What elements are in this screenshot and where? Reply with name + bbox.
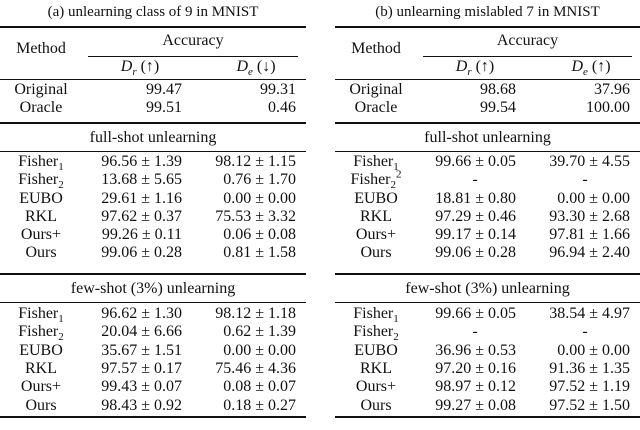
method-subscript: 2 bbox=[393, 331, 399, 344]
accuracy-header: Accuracy bbox=[162, 32, 224, 49]
horizontal-rule bbox=[0, 416, 306, 418]
section-title: full-shot unlearning bbox=[89, 129, 217, 146]
column-arrow: (↓) bbox=[256, 58, 276, 75]
column-arrow: (↑) bbox=[475, 58, 495, 75]
method-cell bbox=[335, 190, 417, 208]
table-row bbox=[0, 190, 306, 208]
method-name: Ours bbox=[360, 244, 392, 262]
de-value: 96.94 ± 2.40 bbox=[549, 244, 630, 262]
accuracy-rule bbox=[88, 56, 298, 57]
method-cell bbox=[335, 208, 417, 226]
accuracy-rule bbox=[423, 56, 632, 57]
table-row bbox=[335, 342, 640, 360]
dr-value: 35.67 ± 1.51 bbox=[101, 341, 182, 359]
method-name: Fisher bbox=[18, 304, 59, 322]
de-value: 0.08 ± 0.07 bbox=[223, 378, 296, 396]
dr-value: 99.06 ± 0.28 bbox=[435, 244, 516, 262]
dr-value: 99.43 ± 0.07 bbox=[101, 378, 182, 396]
method-name: EUBO bbox=[19, 189, 63, 207]
method-cell bbox=[0, 171, 82, 192]
method-name: Fisher bbox=[350, 171, 391, 189]
method-cell bbox=[0, 397, 82, 415]
method-subscript: 2 bbox=[58, 331, 64, 344]
de-value: 75.46 ± 4.36 bbox=[215, 359, 296, 377]
column-symbol: D bbox=[236, 58, 248, 75]
de-value: 0.06 ± 0.08 bbox=[223, 226, 296, 244]
table-row bbox=[335, 323, 640, 344]
horizontal-rule bbox=[335, 416, 640, 418]
method-name: RKL bbox=[25, 359, 57, 377]
table-row bbox=[0, 397, 306, 415]
table-row bbox=[0, 99, 306, 117]
method-name: Ours+ bbox=[20, 378, 62, 396]
column-symbol: D bbox=[455, 58, 468, 75]
method-name: EUBO bbox=[354, 341, 398, 359]
de-value: 100.00 bbox=[586, 99, 630, 116]
dr-value: 96.62 ± 1.30 bbox=[101, 304, 182, 322]
de-value: 99.31 bbox=[260, 81, 296, 98]
method-name: Ours bbox=[360, 396, 392, 414]
table-row bbox=[0, 244, 306, 262]
method-cell bbox=[0, 153, 82, 174]
dr-value: 99.26 ± 0.11 bbox=[101, 226, 182, 244]
table-caption: (a) unlearning class of 9 in MNIST bbox=[47, 4, 259, 20]
method-name: EUBO bbox=[354, 189, 398, 207]
method-cell bbox=[335, 244, 417, 262]
method-subscript: 2 bbox=[390, 179, 396, 192]
dr-value: - bbox=[472, 171, 478, 189]
method-cell bbox=[335, 378, 417, 396]
table-row bbox=[0, 226, 306, 244]
de-value: 0.00 ± 0.00 bbox=[223, 189, 296, 207]
table-row bbox=[0, 81, 306, 99]
table-row bbox=[335, 208, 640, 226]
column-subscript: r bbox=[132, 66, 137, 79]
de-value: 39.70 ± 4.55 bbox=[549, 153, 630, 170]
de-value: - bbox=[582, 323, 588, 341]
method-name: Fisher bbox=[353, 304, 394, 322]
method-name: Oracle bbox=[19, 99, 63, 116]
method-subscript: 1 bbox=[393, 312, 399, 325]
dr-value: 96.56 ± 1.39 bbox=[101, 153, 182, 170]
table-row bbox=[335, 190, 640, 208]
de-column-header bbox=[212, 58, 300, 79]
method-name: Fisher bbox=[18, 323, 59, 341]
method-cell bbox=[0, 342, 82, 360]
table-row bbox=[335, 378, 640, 396]
method-cell bbox=[335, 342, 417, 360]
table-row bbox=[0, 305, 306, 323]
method-name: Oracle bbox=[354, 99, 398, 116]
table-row bbox=[335, 397, 640, 415]
dr-value: 97.20 ± 0.16 bbox=[435, 359, 516, 377]
de-value: 75.53 ± 3.32 bbox=[215, 207, 296, 225]
table-row bbox=[335, 244, 640, 262]
method-cell bbox=[0, 360, 82, 378]
dr-value: 36.96 ± 0.53 bbox=[435, 341, 516, 359]
method-name: RKL bbox=[360, 359, 392, 377]
method-cell bbox=[335, 99, 417, 117]
table-b bbox=[335, 0, 640, 418]
dr-value: 98.43 ± 0.92 bbox=[101, 396, 182, 414]
dr-value: 99.27 ± 0.08 bbox=[435, 396, 516, 414]
spacer bbox=[0, 263, 306, 273]
table-row bbox=[0, 171, 306, 192]
dr-value: 99.47 bbox=[146, 81, 182, 98]
table-a bbox=[0, 0, 306, 418]
method-superscript: 2 bbox=[396, 168, 402, 181]
de-value: - bbox=[582, 171, 588, 189]
column-subscript: e bbox=[583, 66, 588, 79]
de-value: 38.54 ± 4.97 bbox=[549, 304, 630, 322]
table-row bbox=[0, 323, 306, 344]
method-header: Method bbox=[351, 40, 401, 57]
method-name: EUBO bbox=[19, 341, 63, 359]
method-cell bbox=[335, 360, 417, 378]
de-value: 0.00 ± 0.00 bbox=[223, 341, 296, 359]
dr-value: 29.61 ± 1.16 bbox=[101, 189, 182, 207]
dr-value: 18.81 ± 0.80 bbox=[435, 189, 516, 207]
de-value: 97.52 ± 1.50 bbox=[549, 396, 630, 414]
section-title: full-shot unlearning bbox=[424, 129, 551, 146]
dr-value: 13.68 ± 5.65 bbox=[101, 171, 182, 189]
de-value: 0.62 ± 1.39 bbox=[223, 323, 296, 341]
method-cell bbox=[335, 397, 417, 415]
method-cell bbox=[0, 99, 82, 117]
column-arrow: (↑) bbox=[140, 58, 160, 75]
dr-value: 97.57 ± 0.17 bbox=[101, 359, 182, 377]
method-cell bbox=[0, 305, 82, 323]
method-cell bbox=[335, 305, 417, 323]
method-cell bbox=[335, 81, 417, 99]
de-value: 0.81 ± 1.58 bbox=[223, 244, 296, 262]
method-name: RKL bbox=[25, 207, 57, 225]
de-value: 0.46 bbox=[268, 99, 296, 116]
dr-value: 99.51 bbox=[146, 99, 182, 116]
de-value: 97.81 ± 1.66 bbox=[549, 226, 630, 244]
table-row bbox=[335, 226, 640, 244]
method-name: Ours bbox=[25, 396, 57, 414]
method-subscript: 1 bbox=[393, 161, 399, 174]
method-name: RKL bbox=[360, 207, 392, 225]
dr-value: 97.29 ± 0.46 bbox=[435, 207, 516, 225]
de-value: 0.76 ± 1.70 bbox=[223, 171, 296, 189]
column-symbol: D bbox=[571, 58, 583, 75]
column-subscript: e bbox=[248, 66, 253, 79]
method-name: Fisher bbox=[353, 323, 394, 341]
table-row bbox=[335, 360, 640, 378]
de-value: 98.12 ± 1.18 bbox=[215, 304, 296, 322]
method-name: Fisher bbox=[18, 153, 59, 170]
method-cell bbox=[335, 323, 417, 344]
de-column-header bbox=[547, 58, 635, 79]
table-row bbox=[335, 99, 640, 117]
method-name: Ours+ bbox=[355, 378, 397, 396]
method-header: Method bbox=[16, 40, 66, 57]
de-value: 98.12 ± 1.15 bbox=[215, 153, 296, 170]
method-name: Original bbox=[349, 81, 403, 98]
method-name: Ours bbox=[25, 244, 57, 262]
table-row bbox=[0, 208, 306, 226]
de-value: 37.96 bbox=[594, 81, 630, 98]
de-value: 91.36 ± 1.35 bbox=[549, 359, 630, 377]
dr-value: 99.06 ± 0.28 bbox=[101, 244, 182, 262]
section-title: few-shot (3%) unlearning bbox=[405, 279, 570, 297]
method-cell bbox=[335, 226, 417, 244]
method-subscript: 1 bbox=[58, 312, 64, 325]
de-value: 0.00 ± 0.00 bbox=[557, 189, 630, 207]
method-cell bbox=[0, 81, 82, 99]
table-row bbox=[0, 360, 306, 378]
dr-value: 99.66 ± 0.05 bbox=[435, 153, 516, 170]
dr-value: 98.68 bbox=[480, 81, 516, 98]
dr-value: 97.62 ± 0.37 bbox=[101, 207, 182, 225]
table-row bbox=[0, 153, 306, 174]
de-value: 97.52 ± 1.19 bbox=[549, 378, 630, 396]
de-value: 0.00 ± 0.00 bbox=[557, 341, 630, 359]
de-value: 93.30 ± 2.68 bbox=[549, 207, 630, 225]
dr-value: 20.04 ± 6.66 bbox=[101, 323, 182, 341]
dr-value: - bbox=[472, 323, 478, 341]
column-symbol: D bbox=[120, 58, 133, 75]
table-row bbox=[0, 378, 306, 396]
table-row bbox=[335, 81, 640, 99]
table-header bbox=[335, 28, 640, 79]
dr-value: 99.66 ± 0.05 bbox=[435, 304, 516, 322]
method-subscript: 2 bbox=[58, 179, 64, 192]
dr-column-header bbox=[100, 58, 180, 79]
accuracy-header: Accuracy bbox=[496, 32, 559, 49]
spacer bbox=[335, 263, 640, 273]
column-arrow: (↑) bbox=[591, 58, 611, 75]
method-cell bbox=[0, 208, 82, 226]
method-name: Original bbox=[14, 81, 68, 98]
dr-value: 98.97 ± 0.12 bbox=[435, 378, 516, 396]
de-value: 0.18 ± 0.27 bbox=[223, 396, 296, 414]
method-cell bbox=[0, 244, 82, 262]
method-cell bbox=[0, 323, 82, 344]
method-cell bbox=[335, 153, 417, 174]
dr-column-header bbox=[435, 58, 515, 79]
method-cell bbox=[0, 190, 82, 208]
table-row bbox=[0, 342, 306, 360]
method-cell bbox=[0, 378, 82, 396]
method-name: Ours+ bbox=[355, 226, 397, 244]
section-title: few-shot (3%) unlearning bbox=[70, 279, 236, 297]
method-cell bbox=[0, 226, 82, 244]
table-header bbox=[0, 28, 306, 79]
dr-value: 99.54 bbox=[480, 99, 516, 116]
method-name: Ours+ bbox=[20, 226, 62, 244]
table-row bbox=[335, 168, 640, 192]
table-row bbox=[335, 153, 640, 174]
table-row bbox=[335, 305, 640, 323]
method-name: Fisher bbox=[18, 171, 59, 189]
method-cell bbox=[335, 168, 417, 192]
column-subscript: r bbox=[467, 66, 472, 79]
method-subscript: 1 bbox=[58, 161, 64, 174]
dr-value: 99.17 ± 0.14 bbox=[435, 226, 516, 244]
table-caption: (b) unlearning mislabled 7 in MNIST bbox=[375, 4, 600, 20]
method-name: Fisher bbox=[353, 153, 394, 170]
